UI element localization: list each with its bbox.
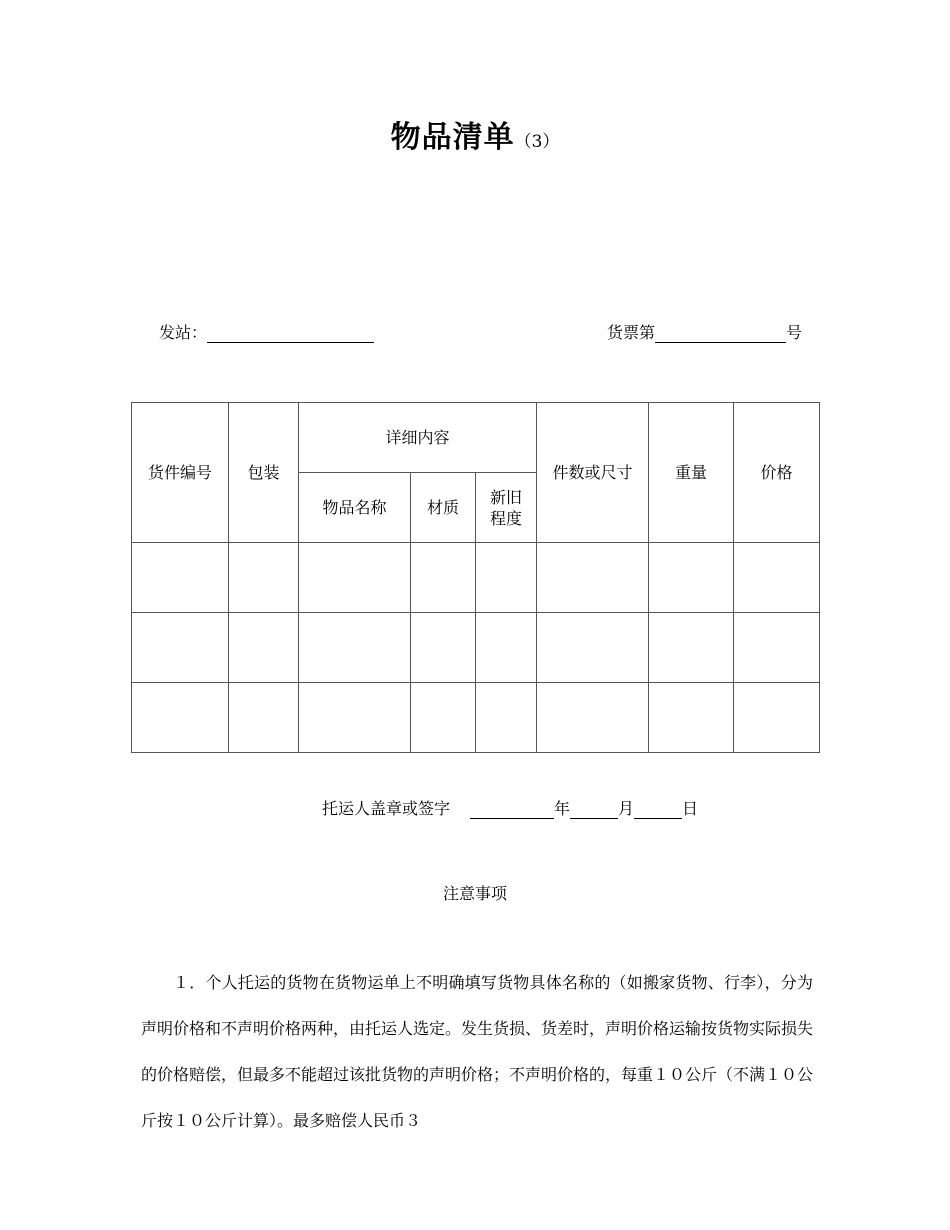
table-row [132, 683, 820, 753]
ticket-prefix: 货票第 [607, 323, 656, 342]
header-item-name: 物品名称 [299, 473, 411, 543]
table-cell[interactable] [299, 613, 411, 683]
ticket-suffix: 号 [786, 323, 803, 342]
signature-line [322, 796, 698, 819]
notice-paragraph: １．个人托运的货物在货物运单上不明确填写货物具体名称的（如搬家货物、行李），分为声明价格和不声明价格两种，由托运人选定。发生货损、货差时，声明价格运输按货物实际损失的价格赔偿，但最多不能超过该批货物的声明价格；不声明价格的，每重１０公斤（不满１０公斤按１０公斤计算）。最多赔偿人民币３ [141, 973, 814, 1130]
day-blank[interactable] [634, 800, 682, 819]
station-field [159, 320, 374, 343]
ticket-number-blank[interactable] [655, 324, 786, 343]
table-cell[interactable] [411, 683, 476, 753]
year-blank[interactable] [470, 800, 554, 819]
table-cell[interactable] [132, 613, 229, 683]
ticket-number-field [607, 320, 802, 343]
table-cell[interactable] [411, 613, 476, 683]
header-packaging: 包装 [229, 403, 299, 543]
signature-label: 托运人盖章或签字 [322, 799, 451, 818]
table-cell[interactable] [537, 683, 649, 753]
year-label: 年 [554, 799, 571, 818]
table-cell[interactable] [411, 543, 476, 613]
month-label: 月 [618, 799, 635, 818]
table-cell[interactable] [476, 613, 537, 683]
table-row [132, 613, 820, 683]
notice-title: 注意事项 [442, 884, 507, 903]
header-condition-line2: 程度 [489, 508, 522, 528]
table-cell[interactable] [734, 543, 820, 613]
header-price: 价格 [734, 403, 820, 543]
table-cell[interactable] [537, 543, 649, 613]
header-goods-id: 货件编号 [132, 403, 229, 543]
header-row-1 [132, 403, 820, 473]
table-cell[interactable] [299, 543, 411, 613]
table-cell[interactable] [229, 543, 299, 613]
header-material: 材质 [411, 473, 476, 543]
header-details: 详细内容 [299, 403, 537, 473]
table-cell[interactable] [734, 613, 820, 683]
header-condition [476, 473, 537, 543]
month-blank[interactable] [570, 800, 618, 819]
title-number: （3） [514, 132, 560, 152]
station-label: 发站： [159, 323, 208, 342]
table-cell[interactable] [734, 683, 820, 753]
title-main: 物品清单 [390, 120, 515, 155]
table-cell[interactable] [299, 683, 411, 753]
day-label: 日 [682, 799, 699, 818]
document-title [0, 112, 950, 156]
table-cell[interactable] [649, 613, 734, 683]
header-condition-line1: 新旧 [489, 487, 522, 507]
table-cell[interactable] [229, 683, 299, 753]
table-cell[interactable] [476, 543, 537, 613]
table-cell[interactable] [476, 683, 537, 753]
table-cell[interactable] [229, 613, 299, 683]
header-count-size: 件数或尺寸 [537, 403, 649, 543]
station-blank[interactable] [207, 324, 374, 343]
header-weight: 重量 [649, 403, 734, 543]
table-cell[interactable] [649, 683, 734, 753]
table-cell[interactable] [649, 543, 734, 613]
goods-table [131, 402, 820, 753]
table-row [132, 543, 820, 613]
table-cell[interactable] [537, 613, 649, 683]
table-cell[interactable] [132, 683, 229, 753]
table-cell[interactable] [132, 543, 229, 613]
